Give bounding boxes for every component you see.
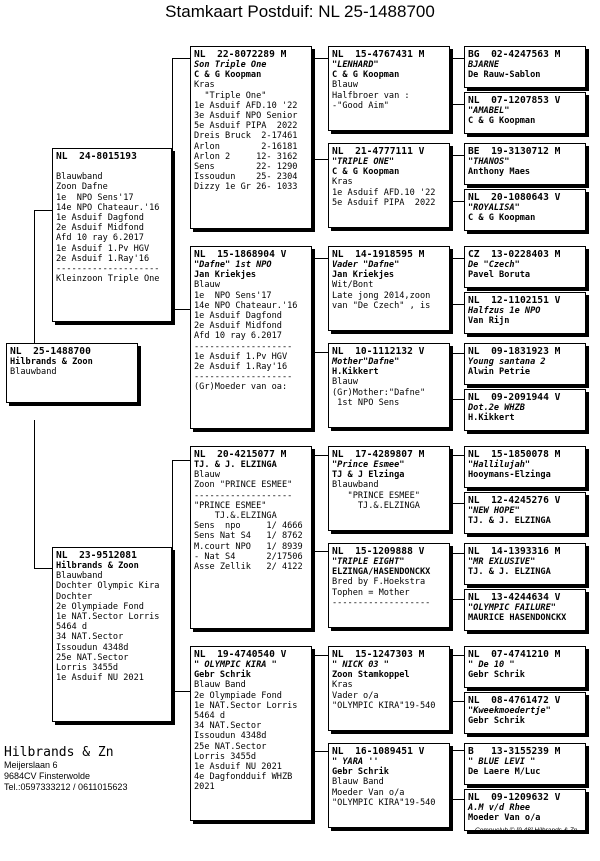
pigeon-detail-line: 1e Asduif 1.Pv HGV bbox=[194, 351, 288, 362]
pigeon-name: BJARNE bbox=[468, 60, 500, 70]
pigeon-detail-line: TJ.&.ELZINGA bbox=[194, 511, 277, 522]
pigeon-detail-line: Afd 10 ray 6.2017 bbox=[194, 331, 282, 342]
pigeon-detail-line: 1e NPO Sens'17 bbox=[56, 192, 134, 203]
ring-number: NL 15-1247303 M bbox=[332, 649, 425, 660]
pigeon-card[interactable] bbox=[6, 343, 138, 403]
pigeon-card[interactable] bbox=[464, 789, 586, 831]
pigeon-card[interactable] bbox=[190, 246, 312, 429]
pigeon-detail-line: 1e Asduif NU 2021 bbox=[56, 673, 144, 684]
ring-number: NL 15-1209888 V bbox=[332, 546, 425, 557]
pigeon-detail-line: 1e NPO Sens'17 bbox=[194, 290, 272, 301]
pigeon-name: "NEW HOPE" bbox=[468, 506, 520, 516]
pigeon-card[interactable] bbox=[464, 743, 586, 785]
pigeon-card[interactable] bbox=[464, 646, 586, 688]
pigeon-card[interactable] bbox=[328, 143, 450, 228]
connector bbox=[450, 353, 465, 400]
pigeon-detail-line: 34 NAT.Sector bbox=[194, 721, 262, 732]
pigeon-owner: Hilbrands & Zoon bbox=[10, 357, 93, 367]
pigeon-owner: Gebr Schrik bbox=[468, 670, 525, 681]
ring-number: NL 07-4741210 M bbox=[468, 649, 561, 660]
pigeon-owner: TJ. & J. ELZINGA bbox=[468, 516, 551, 527]
pigeon-detail-line: Blauw Band bbox=[332, 777, 384, 788]
pigeon-card[interactable] bbox=[464, 92, 586, 134]
pigeon-detail-line: Arlon 2-16181 bbox=[194, 141, 298, 152]
pigeon-detail-line: -------------------- bbox=[56, 264, 160, 275]
pigeon-card[interactable] bbox=[328, 743, 450, 828]
connector bbox=[312, 58, 329, 160]
pigeon-detail-line: Sens npo 1/ 4666 bbox=[194, 521, 303, 532]
pigeon-card[interactable] bbox=[190, 646, 312, 821]
ring-number: NL 25-1488700 bbox=[10, 346, 91, 357]
pigeon-detail-line: 1st NPO Sens bbox=[332, 397, 400, 408]
pigeon-detail-line: 2e Asduif 1.Ray'16 bbox=[194, 362, 288, 373]
connector bbox=[312, 258, 329, 353]
pigeon-detail-line: ------------------- bbox=[194, 490, 293, 501]
pigeon-detail-line: 1e NAT.Sector Lorris bbox=[194, 700, 298, 711]
pigeon-owner: TJ & J Elzinga bbox=[332, 470, 405, 481]
pigeon-detail-line: Late jong 2014,zoon bbox=[332, 290, 431, 301]
pigeon-name: " De 10 " bbox=[468, 660, 515, 670]
pigeon-detail-line: "OLYMPIC KIRA"19-540 bbox=[332, 797, 436, 808]
pigeon-detail-line: 1e Asduif NU 2021 bbox=[194, 762, 282, 773]
pigeon-detail-line: 1e Asduif Dagfond bbox=[194, 311, 282, 322]
pigeon-detail-line: 2e Olympiade Fond bbox=[194, 690, 282, 701]
ring-number: NL 10-1112132 V bbox=[332, 346, 425, 357]
ring-number: NL 12-1102151 V bbox=[468, 295, 561, 306]
breeder-name: Hilbrands & Zn bbox=[4, 745, 114, 760]
pigeon-detail-line: 14e NPO Chateaur.'16 bbox=[194, 300, 298, 311]
pigeon-detail-line: Vader o/a bbox=[332, 690, 379, 701]
pigeon-detail-line: Afd 10 ray 6.2017 bbox=[56, 233, 144, 244]
pigeon-owner: C & G Koopman bbox=[332, 70, 400, 81]
pigeon-name: "THANOS" bbox=[468, 157, 510, 167]
pigeon-detail-line: Dizzy 1e Gr 26- 1033 bbox=[194, 182, 298, 193]
pigeon-detail-line: "PRINCE ESMEE" bbox=[194, 500, 267, 511]
pigeon-detail-line: "OLYMPIC KIRA"19-540 bbox=[332, 700, 436, 711]
pigeon-card[interactable] bbox=[328, 246, 450, 331]
pigeon-name: "LENHARD" bbox=[332, 60, 379, 70]
pigeon-owner: C & G Koopman bbox=[468, 116, 536, 127]
pigeon-detail-line: (Gr)Moeder van oa: bbox=[194, 382, 288, 393]
pigeon-card[interactable] bbox=[190, 446, 312, 629]
connector bbox=[450, 155, 465, 202]
ring-number: NL 22-8072289 M bbox=[194, 49, 287, 60]
pigeon-detail-line: Blauw Band bbox=[194, 680, 246, 691]
pigeon-detail-line: Kleinzoon Triple One bbox=[56, 274, 160, 285]
pigeon-owner: C & G Koopman bbox=[468, 213, 536, 224]
pigeon-owner: Pavel Boruta bbox=[468, 270, 531, 281]
pigeon-owner: Zoon Stamkoppel bbox=[332, 670, 410, 681]
pigeon-name: A.M v/d Rhee bbox=[468, 803, 531, 813]
pigeon-detail-line: Sens Nat S4 1/ 8762 bbox=[194, 531, 303, 542]
pigeon-detail-line: 5464 d bbox=[194, 711, 226, 722]
pigeon-detail-line: TJ.&.ELZINGA bbox=[332, 500, 420, 511]
pigeon-owner: De Laere M/Luc bbox=[468, 767, 541, 778]
pigeon-detail-line: Blauw bbox=[332, 80, 358, 91]
ring-number: NL 15-1868904 V bbox=[194, 249, 287, 260]
pigeon-name: " BLUE LEVI " bbox=[468, 757, 536, 767]
pigeon-detail-line: -"Good Aim" bbox=[332, 100, 389, 111]
pigeon-owner: Van Rijn bbox=[468, 316, 510, 327]
pigeon-detail-line: 3e Asduif NPO Senior bbox=[194, 111, 298, 122]
connector bbox=[312, 655, 329, 752]
footer-credit: Compuclub © [9.48] Hilbrands & Zn bbox=[475, 827, 578, 834]
pigeon-detail-line: "Triple One" bbox=[194, 90, 267, 101]
pigeon-name: "TRIPLE EIGHT" bbox=[332, 557, 405, 567]
pigeon-detail-line: Issoudun 4348d bbox=[194, 731, 267, 742]
pigeon-owner: Gebr Schrik bbox=[332, 767, 389, 778]
pigeon-card[interactable] bbox=[464, 692, 586, 734]
pigeon-detail-line: Arlon 2 12- 3162 bbox=[194, 151, 298, 162]
pigeon-detail-line: 2e Asduif Midfond bbox=[56, 223, 144, 234]
pigeon-name: "Hallilujah" bbox=[468, 460, 531, 470]
connector bbox=[450, 455, 465, 504]
page-title: Stamkaart Postduif: NL 25-1488700 bbox=[165, 2, 435, 21]
pigeon-detail-line: 2021 bbox=[194, 782, 215, 793]
ring-number: B 13-3155239 M bbox=[468, 746, 561, 757]
pigeon-detail-line: Dreis Bruck 2-17461 bbox=[194, 131, 298, 142]
connector bbox=[450, 258, 465, 305]
pigeon-detail-line: Blauwband bbox=[10, 367, 57, 378]
pigeon-detail-line: Lorris 3455d bbox=[56, 663, 119, 674]
pigeon-owner: Alwin Petrie bbox=[468, 367, 531, 378]
connector bbox=[34, 420, 53, 569]
pigeon-detail-line: van "De Czech" , is bbox=[332, 300, 431, 311]
pigeon-detail-line: Kras bbox=[194, 80, 215, 91]
pigeon-detail-line: 2e Asduif Midfond bbox=[194, 321, 282, 332]
pigeon-owner: C & G Koopman bbox=[332, 167, 400, 178]
ring-number: NL 17-4289807 M bbox=[332, 449, 425, 460]
ring-number: NL 19-4740540 V bbox=[194, 649, 287, 660]
ring-number: NL 15-4767431 M bbox=[332, 49, 425, 60]
pigeon-detail-line: 1e Asduif 1.Pv HGV bbox=[56, 243, 150, 254]
breeder-phone: Tel.:0597333212 / 0611015623 bbox=[4, 782, 128, 792]
pigeon-card[interactable] bbox=[328, 46, 450, 131]
pigeon-card[interactable] bbox=[464, 46, 586, 88]
pigeon-detail-line: Issoudun 25- 2304 bbox=[194, 172, 298, 183]
pigeon-name: Vader "Dafne" bbox=[332, 260, 400, 270]
pigeon-detail-line: 1e Asduif AFD.10 '22 bbox=[332, 187, 436, 198]
pigeon-detail-line: Zoon "PRINCE ESMEE" bbox=[194, 480, 293, 491]
pigeon-name: " NICK 03 " bbox=[332, 660, 389, 670]
breeder-info bbox=[4, 745, 127, 793]
pigeon-name: Young santana 2 bbox=[468, 357, 546, 367]
ring-number: NL 09-1209632 V bbox=[468, 792, 561, 803]
pigeon-owner: Jan Kriekjes bbox=[332, 270, 395, 281]
ring-number: NL 14-1918595 M bbox=[332, 249, 425, 260]
pigeon-name: Son Triple One bbox=[194, 60, 267, 70]
pigeon-name: Mother"Dafne" bbox=[332, 357, 400, 367]
breeder-city: 9684CV Finsterwolde bbox=[4, 771, 91, 781]
pigeon-card[interactable] bbox=[464, 343, 586, 385]
pigeon-detail-line: "PRINCE ESMEE" bbox=[332, 490, 420, 501]
connector bbox=[450, 553, 465, 600]
ring-number: NL 09-1831923 M bbox=[468, 346, 561, 357]
pigeon-detail-line: 5e Asduif PIPA 2022 bbox=[332, 197, 436, 208]
ring-number: BE 19-3130712 M bbox=[468, 146, 561, 157]
pigeon-owner: MAURICE HASENDONCKX bbox=[468, 613, 567, 624]
pigeon-detail-line: Bred by F.Hoekstra bbox=[332, 577, 426, 588]
pigeon-card[interactable] bbox=[464, 446, 586, 488]
pigeon-detail-line: Tophen = Mother bbox=[332, 587, 410, 598]
pigeon-owner: Jan Kriekjes bbox=[194, 270, 257, 281]
ring-number: NL 23-9512081 bbox=[56, 550, 137, 561]
pigeon-detail-line: 4e Dagfondduif WHZB bbox=[194, 772, 293, 783]
pigeon-owner: Gebr Schrik bbox=[468, 716, 525, 727]
pigeon-detail-line: Issoudun 4348d bbox=[56, 642, 129, 653]
pigeon-owner: TJ. & J. ELZINGA bbox=[194, 460, 277, 470]
ring-number: NL 13-4244634 V bbox=[468, 592, 561, 603]
pigeon-owner: Hooymans-Elzinga bbox=[468, 470, 551, 481]
ring-number: NL 20-4215077 M bbox=[194, 449, 287, 460]
pigeon-detail-line: Zoon Dafne bbox=[56, 182, 108, 193]
ring-number: NL 15-1850078 M bbox=[468, 449, 561, 460]
pigeon-card[interactable] bbox=[328, 446, 450, 531]
pigeon-name: "OLYMPIC FAILURE" bbox=[468, 603, 556, 613]
connector bbox=[450, 655, 465, 702]
pigeon-detail-line: ------------------- bbox=[194, 341, 293, 352]
pigeon-owner: De Rauw-Sablon bbox=[468, 70, 541, 81]
pigeon-card[interactable] bbox=[328, 646, 450, 731]
pigeon-detail-line: 14e NPO Chateaur.'16 bbox=[56, 202, 160, 213]
ring-number: NL 16-1089451 V bbox=[332, 746, 425, 757]
pigeon-name: " OLYMPIC KIRA " bbox=[194, 660, 277, 670]
pigeon-detail-line: ------------------- bbox=[194, 372, 293, 383]
pigeon-detail-line: 5e Asduif PIPA 2022 bbox=[194, 121, 298, 132]
pigeon-detail-line: Blauw bbox=[194, 280, 220, 291]
connector bbox=[172, 58, 191, 310]
pigeon-detail-line: Blauwband bbox=[56, 172, 103, 183]
pigeon-detail-line: Dochter Olympic Kira bbox=[56, 581, 160, 592]
ring-number: NL 14-1393316 M bbox=[468, 546, 561, 557]
pigeon-detail-line bbox=[56, 162, 168, 172]
pigeon-detail-line: 25e NAT.Sector bbox=[194, 741, 267, 752]
pigeon-owner: H.Kikkert bbox=[332, 367, 379, 378]
pigeon-detail-line: (Gr)Mother:"Dafne" bbox=[332, 387, 426, 398]
pigeon-name: "Prince Esmee" bbox=[332, 460, 405, 470]
pigeon-detail-line: Sens 22- 1290 bbox=[194, 162, 298, 173]
connector bbox=[450, 750, 465, 800]
ring-number: NL 24-8015193 bbox=[56, 151, 137, 162]
pigeon-name: "TRIPLE ONE" bbox=[332, 157, 395, 167]
pigeon-detail-line: 1e NAT.Sector Lorris bbox=[56, 612, 160, 623]
pigeon-detail-line: Moeder Van o/a bbox=[332, 787, 405, 798]
pigeon-detail-line: 34 NAT.Sector bbox=[56, 632, 124, 643]
pigeon-detail-line: Kras bbox=[332, 680, 353, 691]
connector bbox=[450, 58, 465, 105]
pigeon-name: "Dafne" 1st NPO bbox=[194, 260, 272, 270]
pigeon-owner: Hilbrands & Zoon bbox=[56, 561, 139, 571]
pigeon-owner: ELZINGA/HASENDONCKX bbox=[332, 567, 431, 578]
pigeon-name: Halfzus 1e NPO bbox=[468, 306, 541, 316]
pigeon-name: "MR EXLUSIVE" bbox=[468, 557, 536, 567]
connector bbox=[312, 455, 329, 552]
pigeon-owner: TJ. & J. ELZINGA bbox=[468, 567, 551, 578]
pigeon-detail-line: Halfbroer van : bbox=[332, 90, 410, 101]
pigeon-card[interactable] bbox=[190, 46, 312, 229]
ring-number: CZ 13-0228403 M bbox=[468, 249, 561, 260]
pigeon-card[interactable] bbox=[464, 389, 586, 431]
pigeon-name: " YARA '' bbox=[332, 757, 379, 767]
pigeon-detail-line: Wit/Bont bbox=[332, 280, 374, 291]
pigeon-detail-line: Lorris 3455d bbox=[194, 751, 257, 762]
pigeon-owner: H.Kikkert bbox=[468, 413, 515, 424]
pigeon-detail-line: Blauw bbox=[332, 377, 358, 388]
pigeon-card[interactable] bbox=[328, 543, 450, 628]
pigeon-detail-line: - Nat S4 2/17506 bbox=[194, 551, 303, 562]
pigeon-owner: C & G Koopman bbox=[194, 70, 262, 81]
pigeon-card[interactable] bbox=[464, 292, 586, 334]
pigeon-detail-line: 5464 d bbox=[56, 622, 88, 633]
pigeon-owner: Moeder Van o/a bbox=[468, 813, 541, 824]
pigeon-detail-line: M.court NPO 1/ 8939 bbox=[194, 541, 303, 552]
pigeon-owner: Gebr Schrik bbox=[194, 670, 251, 681]
ring-number: NL 12-4245276 V bbox=[468, 495, 561, 506]
pigeon-card[interactable] bbox=[464, 492, 586, 534]
pigeon-card[interactable] bbox=[464, 246, 586, 288]
pigeon-detail-line: Asse Zellik 2/ 4122 bbox=[194, 562, 303, 573]
pigeon-name: "AMABEL" bbox=[468, 106, 510, 116]
ring-number: NL 09-2091944 V bbox=[468, 392, 561, 403]
ring-number: NL 21-4777111 V bbox=[332, 146, 425, 157]
pigeon-card[interactable] bbox=[464, 189, 586, 231]
breeder-street: Meijerslaan 6 bbox=[4, 760, 58, 770]
pigeon-detail-line: 1e Asduif Dagfond bbox=[56, 213, 144, 224]
pigeon-detail-line: ------------------- bbox=[332, 597, 431, 608]
pigeon-detail-line: Blauwband bbox=[332, 480, 379, 491]
pigeon-detail-line: 2e Olympiade Fond bbox=[56, 601, 144, 612]
pigeon-name: De "Czech" bbox=[468, 260, 520, 270]
pigeon-detail-line: 1e Asduif AFD.10 '22 bbox=[194, 100, 298, 111]
pigeon-card[interactable] bbox=[464, 543, 586, 585]
pigeon-name: "Kweekmoedertje" bbox=[468, 706, 551, 716]
connector bbox=[172, 460, 191, 692]
pigeon-card[interactable] bbox=[52, 547, 172, 722]
connector bbox=[34, 210, 53, 346]
pigeon-detail-line: Blauwband bbox=[56, 571, 103, 582]
pigeon-card[interactable] bbox=[464, 143, 586, 185]
ring-number: NL 08-4761472 V bbox=[468, 695, 561, 706]
pigeon-card[interactable] bbox=[464, 589, 586, 631]
pigeon-card[interactable] bbox=[52, 148, 172, 322]
pigeon-detail-line: Blauw bbox=[194, 470, 220, 481]
ring-number: NL 07-1207853 V bbox=[468, 95, 561, 106]
pigeon-owner: Anthony Maes bbox=[468, 167, 531, 178]
pigeon-card[interactable] bbox=[328, 343, 450, 428]
pigeon-detail-line: 2e Asduif 1.Ray'16 bbox=[56, 253, 150, 264]
pigeon-detail-line: Kras bbox=[332, 177, 353, 188]
ring-number: BG 02-4247563 M bbox=[468, 49, 561, 60]
pigeon-detail-line: Dochter bbox=[56, 591, 93, 602]
pigeon-detail-line: 25e NAT.Sector bbox=[56, 652, 129, 663]
pigeon-name: Dot.2e WHZB bbox=[468, 403, 525, 413]
ring-number: NL 20-1080643 V bbox=[468, 192, 561, 203]
pigeon-name: "ROYALISA" bbox=[468, 203, 520, 213]
